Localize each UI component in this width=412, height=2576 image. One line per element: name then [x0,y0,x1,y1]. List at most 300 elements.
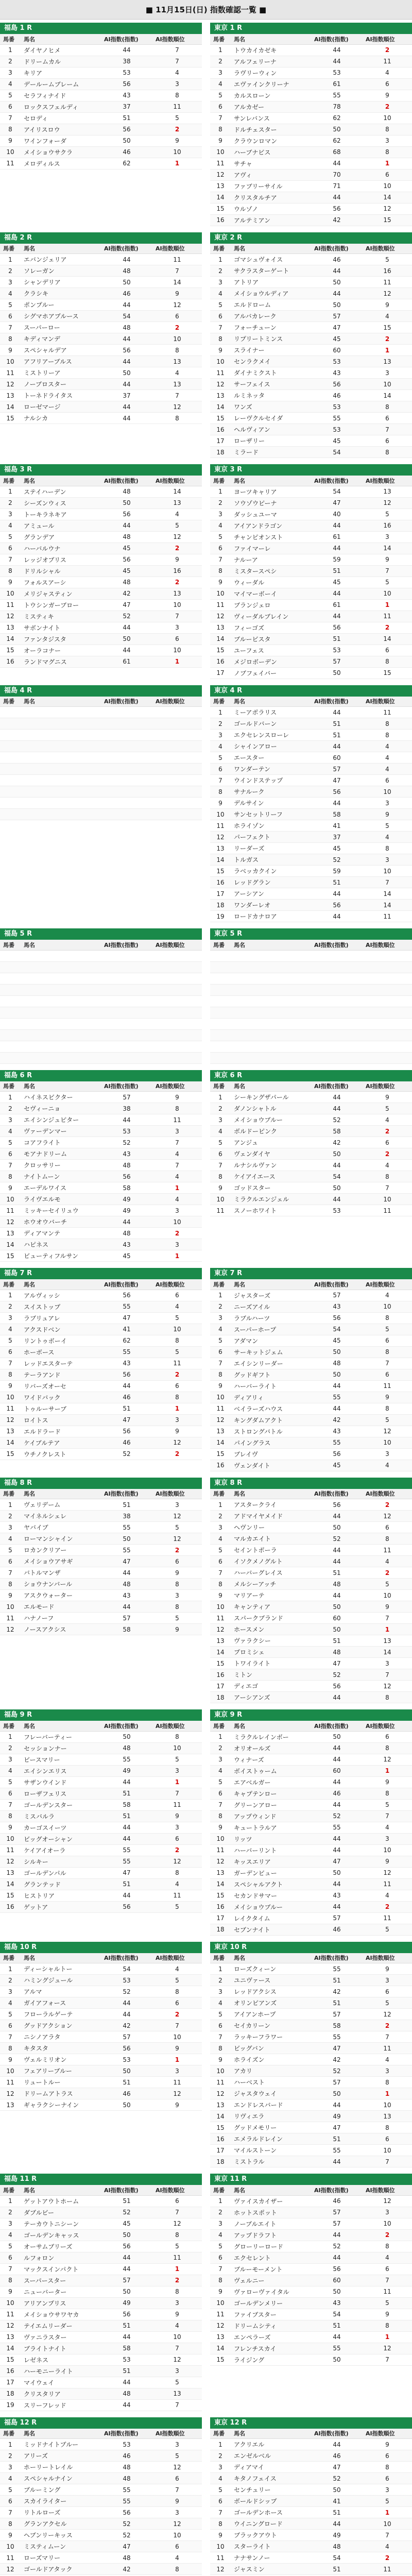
ai-rank: 11 [363,277,412,288]
ai-index: 42 [311,1414,363,1426]
ai-rank: 7 [363,1669,412,1681]
horse-row [210,2043,412,2054]
header-row [210,2185,412,2195]
ai-index: 51 [311,1635,363,1647]
horse-row [210,1975,412,1986]
ai-index: 44 [311,1878,363,1890]
ai-index: 78 [311,101,363,112]
race-table-body [0,1963,202,2111]
ai-index: 61 [311,599,363,611]
ai-index: 56 [101,554,152,565]
ai-rank: 8 [363,1788,412,1799]
horse-number: 4 [210,2473,231,2484]
horse-name: ドリームシティ [231,2320,311,2331]
ai-rank: 3 [152,2297,202,2309]
col-header-name: 馬名 [231,697,311,707]
horse-name: エンゼルベル [231,2450,311,2462]
ai-index: 60 [311,1613,363,1624]
horse-number: 6 [210,1346,231,1358]
horse-name: ナルシカ [21,413,101,424]
horse-name: センチュリー [231,2484,311,2496]
col-header-index: AI指数(指数) [101,34,152,44]
race-block [210,232,412,459]
horse-number: 6 [210,311,231,322]
ai-rank: 4 [363,1890,412,1901]
race-block [0,1070,202,1262]
horse-number: 16 [210,1669,231,1681]
horse-name: アイアンホープ [231,2009,311,2020]
horse-number: 14 [210,2343,231,2354]
ai-rank: 8 [363,124,412,135]
horse-name: ガーデンビュー [231,1867,311,1878]
horse-row [210,2218,412,2229]
ai-index: 55 [101,1545,152,1556]
horse-number: 4 [210,741,231,752]
ai-rank: 3 [363,2065,412,2077]
ai-index: 54 [311,2552,363,2564]
ai-rank [363,950,412,961]
ai-rank: 11 [152,1358,202,1369]
race-title: 東京 6 R [210,1070,412,1081]
horse-number: 5 [0,1776,21,1788]
horse-name [231,995,311,1007]
horse-name: リトルローズ [21,2507,101,2518]
horse-name: ダブルビー [21,2207,101,2218]
ai-index: 51 [311,2507,363,2518]
horse-number: 15 [210,1890,231,1901]
horse-number: 10 [210,588,231,599]
ai-index: 44 [311,1776,363,1788]
ai-rank: 10 [152,1324,202,1335]
ai-rank: 6 [152,1556,202,1567]
ai-rank: 10 [363,588,412,599]
horse-row [0,611,202,622]
horse-row [210,565,412,577]
horse-number: 10 [210,1392,231,1403]
horse-name: エーデルワイス [21,1182,101,1194]
horse-number: 9 [0,1380,21,1392]
horse-name: ゲットアウトホーム [21,2195,101,2207]
col-header-rank: AI指数順位 [152,1279,202,1290]
ai-index [101,786,152,798]
ai-rank: 9 [152,1810,202,1822]
horse-row [0,2009,202,2020]
header-row [210,1953,412,1963]
horse-number: 2 [210,1301,231,1312]
horse-row [210,2518,412,2530]
horse-name: ウチノクレスト [21,1448,101,1460]
col-header-rank: AI指数順位 [152,1489,202,1499]
horse-row [210,322,412,333]
ai-rank: 14 [363,900,412,911]
race-block [0,1478,202,1704]
ai-index: 62 [101,1335,152,1346]
horse-number: 11 [0,367,21,379]
ai-rank [152,1007,202,1018]
horse-number: 2 [210,1511,231,1522]
ai-index: 49 [311,2111,363,2122]
ai-rank: 3 [152,2065,202,2077]
ai-index: 44 [101,520,152,531]
ai-rank: 5 [363,1579,412,1590]
horse-name: ミスティムーン [21,2541,101,2552]
horse-name: ショウナンバール [21,1579,101,1590]
ai-rank: 9 [363,1092,412,1103]
race-table [0,1081,202,1262]
horse-name: ミラクルエンジェル [231,1194,311,1205]
race-block [0,23,202,226]
ai-rank: 7 [363,2031,412,2043]
race-table-body [210,1092,412,1216]
race-table-body [0,950,202,1063]
ai-rank: 2 [363,333,412,345]
horse-number: 3 [210,2462,231,2473]
horse-row [210,984,412,995]
horse-name: サンセットリーフ [231,809,311,820]
horse-row [210,1437,412,1448]
ai-rank: 14 [363,390,412,401]
horse-row [210,509,412,520]
horse-number: 13 [210,843,231,854]
horse-name: フェアリーブルー [21,2065,101,2077]
ai-index [311,973,363,984]
ai-index [101,1029,152,1041]
horse-row [0,1126,202,1137]
horse-row [210,531,412,543]
race-table-head [0,34,202,44]
header-row [210,1721,412,1731]
horse-name: セイカリーン [231,2020,311,2031]
horse-number: 11 [210,367,231,379]
race-table [0,940,202,1064]
race-table-body [210,1731,412,1935]
ai-rank: 2 [152,1448,202,1460]
ai-rank: 10 [363,2099,412,2111]
horse-number: 3 [0,1312,21,1324]
horse-name: セラフィナイド [21,90,101,101]
horse-row [0,961,202,973]
horse-number: 8 [0,1171,21,1182]
ai-rank: 3 [363,531,412,543]
ai-index: 44 [311,888,363,900]
horse-number: 1 [0,1963,21,1975]
ai-index: 48 [311,1579,363,1590]
ai-rank: 5 [152,1312,202,1324]
horse-name: エルドローム [231,299,311,311]
horse-row [0,2297,202,2309]
horse-name: スーパーホープ [231,1324,311,1335]
ai-rank: 8 [363,656,412,667]
horse-number: 9 [210,2054,231,2065]
ai-rank: 7 [363,1613,412,1624]
ai-index: 51 [311,1567,363,1579]
horse-name: セッションナー [21,1742,101,1754]
horse-name: クロッサリー [21,1160,101,1171]
ai-rank: 7 [363,2156,412,2167]
race-table [210,697,412,923]
ai-rank: 6 [152,633,202,645]
col-header-number: 馬番 [210,940,231,950]
horse-row [210,752,412,764]
race-table-head [0,697,202,707]
horse-name: マックスインパクト [21,2263,101,2275]
horse-number [0,764,21,775]
horse-name: ホットスポット [231,2207,311,2218]
ai-rank: 10 [363,1844,412,1856]
horse-name: アトリア [231,277,311,288]
horse-name: アスクウォーター [21,1590,101,1601]
ai-index: 55 [101,2496,152,2507]
horse-number: 12 [0,2088,21,2099]
ai-index: 53 [101,2354,152,2365]
horse-name: ルナシルヴァン [231,1160,311,1171]
horse-number: 13 [0,1867,21,1878]
horse-row [210,2065,412,2077]
ai-rank: 11 [152,2077,202,2088]
ai-index: 43 [101,1358,152,1369]
horse-row [0,1312,202,1324]
ai-rank: 4 [152,1171,202,1182]
ai-index: 57 [311,764,363,775]
horse-number: 14 [0,633,21,645]
ai-index: 44 [311,1403,363,1414]
ai-rank: 8 [152,1867,202,1878]
ai-rank: 3 [152,1499,202,1511]
horse-name: ロックスフェルディ [21,101,101,112]
horse-row [0,2507,202,2518]
ai-index: 51 [311,2564,363,2575]
col-header-index: AI指数(指数) [311,1489,363,1499]
ai-index: 60 [311,752,363,764]
horse-number: 3 [0,1754,21,1765]
horse-row [0,56,202,67]
horse-name: エイシンリーダー [231,1358,311,1369]
ai-rank: 4 [363,2252,412,2263]
ai-index: 61 [311,78,363,90]
ai-index: 44 [101,299,152,311]
horse-name: ドルチェスター [231,124,311,135]
horse-name: オーサムブリーズ [21,2241,101,2252]
ai-rank: 12 [363,203,412,214]
ai-rank: 8 [363,1692,412,1703]
ai-rank: 12 [152,2518,202,2530]
horse-name: リバーズオーセ [21,1380,101,1392]
race-block [210,685,412,923]
header-row [210,1279,412,1290]
ai-rank: 11 [363,611,412,622]
ai-rank: 6 [152,2473,202,2484]
horse-name: チャンピオンスト [231,531,311,543]
horse-row [210,1567,412,1579]
horse-number: 4 [0,1765,21,1776]
horse-name: レーヴクルセイダ [231,413,311,424]
horse-name: ゴールデンスター [21,1799,101,1810]
horse-row [210,577,412,588]
horse-number: 14 [210,854,231,866]
horse-name: カルスローン [231,90,311,101]
ai-index: 45 [311,435,363,447]
ai-rank: 10 [152,2331,202,2343]
ai-index: 44 [311,1545,363,1556]
ai-rank: 14 [363,633,412,645]
horse-row [210,1810,412,1822]
horse-name: ヴィーダルブレイン [231,611,311,622]
col-header-rank: AI指数順位 [363,2429,412,2439]
ai-rank: 2 [152,1228,202,1239]
horse-number: 10 [0,2297,21,2309]
ai-index: 44 [101,2399,152,2411]
horse-name: ディアマンテ [21,1228,101,1239]
ai-index: 62 [311,135,363,146]
horse-row [0,1579,202,1590]
horse-number: 3 [210,1312,231,1324]
col-header-rank: AI指数順位 [363,697,412,707]
horse-row [0,1216,202,1228]
ai-index: 57 [311,1912,363,1924]
col-header-rank: AI指数順位 [363,1721,412,1731]
ai-index: 44 [311,520,363,531]
horse-row [0,1369,202,1380]
ai-index [101,809,152,820]
horse-row [210,1511,412,1522]
race-block [0,1942,202,2168]
ai-index: 60 [311,2275,363,2286]
horse-row [210,1669,412,1681]
horse-number: 14 [210,2111,231,2122]
ai-index: 45 [311,843,363,854]
horse-row [210,2462,412,2473]
ai-index: 44 [311,2439,363,2450]
horse-name: サザンウインド [21,1776,101,1788]
ai-index: 48 [101,1160,152,1171]
horse-number: 3 [210,1986,231,1997]
header-row [0,1953,202,1963]
race-table-body [0,2195,202,2411]
ai-index: 44 [311,1092,363,1103]
horse-row [210,1041,412,1052]
ai-index: 47 [101,1867,152,1878]
horse-row [0,1403,202,1414]
horse-name: エンペラーズ [231,2331,311,2343]
ai-rank: 2 [363,44,412,56]
ai-index: 55 [101,1346,152,1358]
ai-index: 44 [311,192,363,203]
horse-number: 7 [210,112,231,124]
horse-row [210,1522,412,1533]
col-header-name: 馬名 [21,1953,101,1963]
horse-row [210,1380,412,1392]
ai-index: 56 [311,900,363,911]
horse-name: メイショウルディア [231,288,311,299]
horse-name: オリンピアンズ [231,1997,311,2009]
horse-name: サーフェイス [231,379,311,390]
horse-row [210,707,412,718]
horse-number: 2 [210,265,231,277]
col-header-name: 馬名 [21,1721,101,1731]
ai-rank: 7 [152,2484,202,2496]
col-header-index: AI指数(指数) [101,1953,152,1963]
horse-name: ニーズアイル [231,1301,311,1312]
horse-number: 10 [210,356,231,367]
ai-index: 44 [101,333,152,345]
col-header-name: 馬名 [231,2429,311,2439]
horse-number: 19 [0,2399,21,2411]
horse-row [210,2320,412,2331]
ai-rank: 7 [152,1137,202,1148]
horse-name: レッドエスターテ [21,1358,101,1369]
horse-number: 12 [210,2564,231,2575]
ai-index: 52 [101,1448,152,1460]
horse-row [210,2507,412,2518]
horse-number: 6 [0,2496,21,2507]
horse-row [0,775,202,786]
horse-number [210,1007,231,1018]
horse-row [0,2195,202,2207]
horse-name [21,1052,101,1063]
ai-rank: 11 [152,101,202,112]
horse-name: ソレーガン [21,265,101,277]
ai-index: 42 [311,2054,363,2065]
horse-number: 1 [0,44,21,56]
ai-rank: 3 [152,2439,202,2450]
ai-rank: 9 [363,90,412,101]
horse-name: ハーブナビス [231,146,311,158]
horse-name: エルドラード [21,1426,101,1437]
ai-index: 70 [311,169,363,180]
race-title: 東京 10 R [210,1942,412,1953]
horse-row [0,78,202,90]
ai-index: 46 [101,2088,152,2099]
ai-index: 44 [101,413,152,424]
horse-row [0,730,202,741]
col-header-number: 馬番 [0,476,21,486]
horse-number: 11 [0,599,21,611]
col-header-index: AI指数(指数) [101,1721,152,1731]
race-title: 東京 2 R [210,232,412,244]
ai-rank: 12 [152,1437,202,1448]
horse-number: 2 [210,497,231,509]
horse-number: 11 [210,1844,231,1856]
horse-number: 5 [210,752,231,764]
horse-number: 16 [0,2365,21,2377]
horse-number: 4 [210,78,231,90]
col-header-name: 馬名 [231,1081,311,1092]
horse-number: 1 [210,1499,231,1511]
ai-index: 56 [101,1290,152,1301]
horse-row [210,1114,412,1126]
ai-index: 43 [101,90,152,101]
ai-index: 56 [101,345,152,356]
horse-name: セイントポーラ [231,1545,311,1556]
horse-number: 5 [210,1545,231,1556]
ai-rank: 10 [152,1216,202,1228]
horse-number: 17 [210,1912,231,1924]
horse-name: ホライゾン [231,820,311,832]
race-table-body [210,2195,412,2365]
ai-index [101,764,152,775]
horse-number: 7 [0,554,21,565]
race-table [0,1279,202,1460]
horse-row [210,832,412,843]
horse-name: ミストラル [231,2156,311,2167]
race-block [210,1070,412,1262]
ai-index: 43 [311,1426,363,1437]
horse-row [210,2122,412,2133]
horse-name: ノブフェイバー [231,667,311,679]
col-header-name: 馬名 [21,34,101,44]
horse-name: トーキラネキア [21,509,101,520]
horse-name: フィーゴズ [231,622,311,633]
